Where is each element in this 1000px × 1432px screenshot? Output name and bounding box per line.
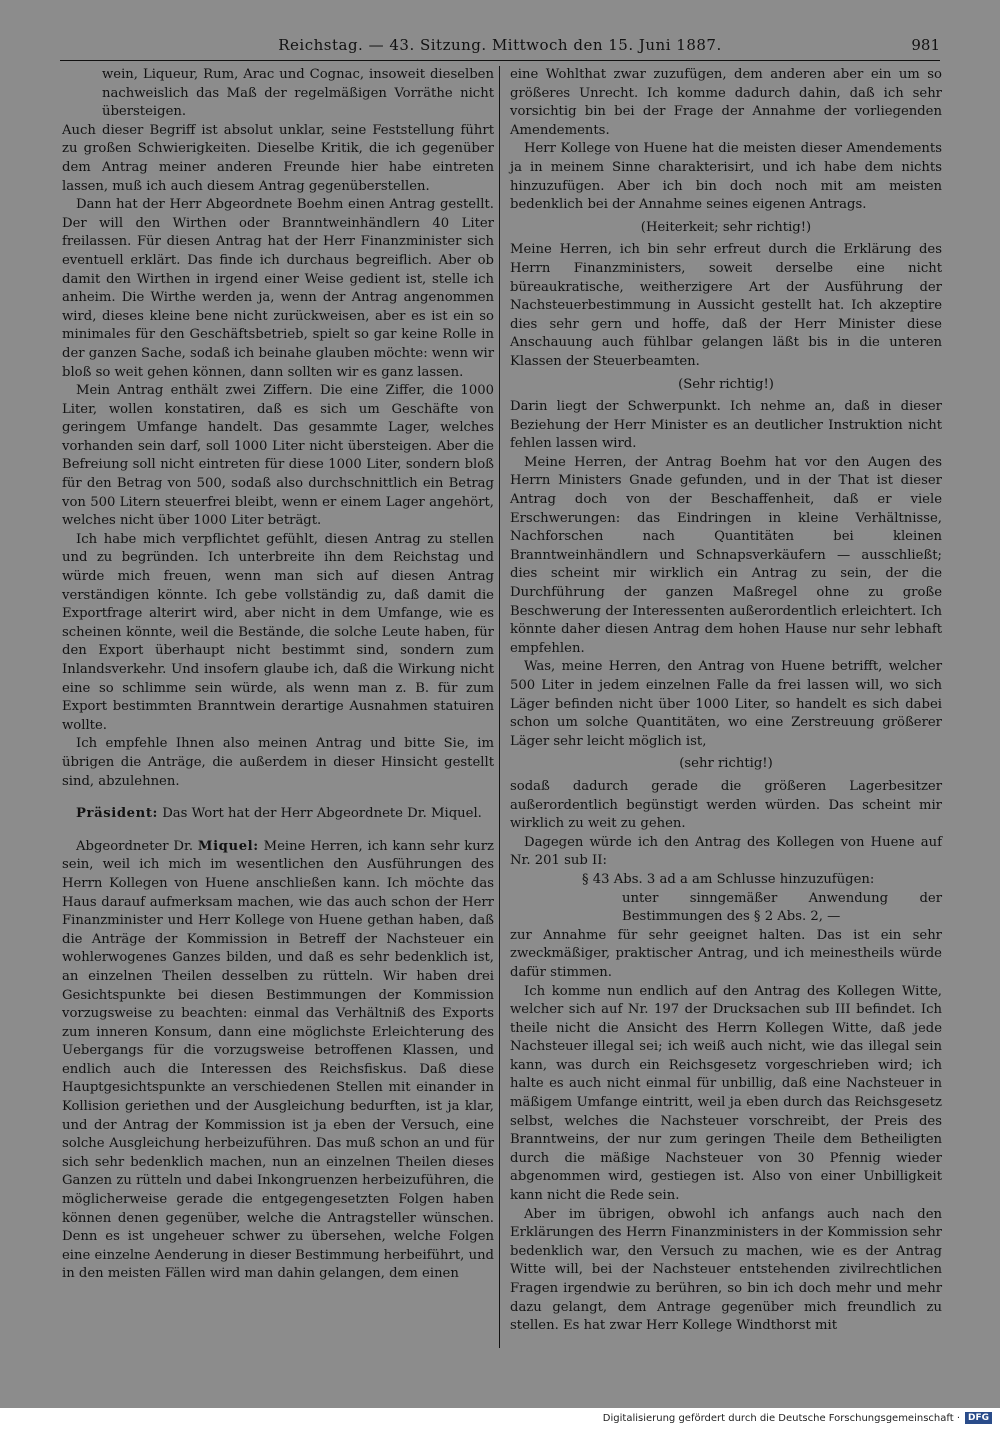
paragraph [510, 454, 942, 659]
paragraph-text: Aber im übrigen, obwohl ich anfangs auch nach den Erklärungen des Herrn Finanzministers in der Kommission sehr bedenklich war, den Versuch zu machen, wie es der Antrag Witte will, bei der Nachsteuer entstehenden zivilrechtlichen Fragen irgendwie zu berühren, so bin ich doch mehr und mehr dazu gelangt, dem Antrage gegenüber mich freundlich zu stellen. Es hat zwar Herr Kollege Windthorst mit [510, 1206, 942, 1334]
paragraph [510, 658, 942, 751]
paragraph-text: wein, Liqueur, Rum, Arac und Cognac, insoweit dieselben nachweislich das Maß der regelmäßigen Vorräthe nicht übersteigen. [102, 67, 494, 120]
paragraph-text: Herr Kollege von Huene hat die meisten dieser Amendements ja in meinem Sinne charakterisirt, und ich habe dem nichts hinzuzufügen. Aber ich bin doch noch mit am meisten bedenklich bei der Annahme seines eigenen Antrags. [510, 141, 942, 213]
right-column [510, 66, 942, 1336]
paragraph-text: Meine Herren, ich kann sehr kurz sein, weil ich mich im wesentlichen den Ausführungen des Herrn Kollegen von Huene anschließen kann. Ich möchte das Haus darauf aufmerksam machen, wie das auch schon der Herr Finanzminister und Herr Kollege von Huene gethan haben, daß die Anträge der Kommission in Betreff der Nachsteuer ein wohlerwogenes Ganzes bilden, und daß es sehr bedenklich ist, an einzelnen Theilen desselben zu rütteln. Wir haben drei Gesichtspunkte bei diesen Bestimmungen der Kommission vorzugsweise zu beachten: einmal das Verhältniß des Exports zum inneren Konsum, dann eine möglichste Erleichterung des Uebergangs für die vorzugsweise betroffenen Klassen, und endlich auch die Interessen des Reichsfiskus. Daß diese Hauptgesichtspunkte an verschiedenen Stellen mit einander in Kollision geriethen und der Ausgleichung bedurften, ist ja klar, und der Antrag der Kommission ist ja eben der Versuch, eine solche Ausgleichung herbeizuführen. Das muß schon an und für sich sehr bedenklich machen, nun an einzelnen Theilen dieses Ganzen zu rütteln und dabei Inkongruenzen herbeizuführen, die möglicherweise gerade die entgegengesetzten Folgen haben können denen gegenüber, welche die Antragsteller wünschen. Denn es ist ungeheuer schwer zu übersehen, welche Folgen eine einzelne Aenderung in dieser Bestimmung herbeiführt, und in den meisten Fällen wird man dahin gelangen, dem einen [62, 838, 494, 1282]
paragraph [62, 735, 494, 791]
paragraph [510, 241, 942, 371]
paragraph-text: (Heiterkeit; sehr richtig!) [640, 219, 812, 235]
paragraph [510, 890, 942, 927]
paragraph-text: Dann hat der Herr Abgeordnete Boehm einen Antrag gestellt. Der will den Wirthen oder Branntweinhändlern 40 Liter freilassen. Für diesen Antrag hat der Herr Finanzminister sich eventuell erklärt. Das finde ich durchaus begreiflich. Aber ob damit den Wirthen in irgend einer Weise gedient ist, stelle ich anheim. Die Wirthe werden ja, wenn der Antrag angenommen wird, dieses kleine bene nicht zurückweisen, aber es ist ein so minimales für den Geschäftsbetrieb, spielt so gar keine Rolle in der ganzen Sache, sodaß ich beinahe glauben möchte: wenn wir bloß so weit gehen können, dann sollten wir es ganz lassen. [62, 197, 494, 380]
header-rule [60, 60, 940, 61]
speaker-prefix: Abgeordneter Dr. [76, 838, 198, 854]
paragraph-text: eine Wohlthat zwar zuzufügen, dem anderen aber ein um so größeres Unrecht. Ich komme dadurch dahin, daß ich sehr vorsichtig bin bei der Frage der Annahme der vorliegenden Amendements. [510, 67, 942, 138]
paragraph [62, 66, 494, 122]
paragraph [510, 398, 942, 454]
paragraph [510, 1206, 942, 1336]
paragraph-text: Was, meine Herren, den Antrag von Huene betrifft, welcher 500 Liter in jedem einzelnen Falle da frei lassen will, wo sich Läger befinden nicht über 1000 Liter, so handelt es sich dabei schon um solche Quantitäten, wo eine Zerstreuung größerer Läger sehr leicht möglich ist, [510, 659, 942, 749]
paragraph [510, 871, 942, 890]
paragraph [62, 382, 494, 531]
paragraph [62, 531, 494, 736]
paragraph-text: Dagegen würde ich den Antrag des Kollegen von Huene auf Nr. 201 sub II: [510, 834, 942, 869]
paragraph [510, 376, 942, 395]
paragraph [510, 219, 942, 238]
paragraph-text: zur Annahme für sehr geeignet halten. Das ist ein sehr zweckmäßiger, praktischer Antrag, und ich meinestheils würde dafür stimmen. [510, 927, 942, 980]
speaker-name: Präsident: [76, 806, 159, 822]
paragraph-text: (Sehr richtig!) [678, 376, 774, 392]
dfg-logo: DFG [965, 1412, 992, 1424]
column-divider [499, 66, 500, 1348]
paragraph-text: Meine Herren, der Antrag Boehm hat vor den Augen des Herrn Ministers Gnade gefunden, und in der That ist dieser Antrag doch von der Beschaffenheit, daß er viele Erschwerungen: das Eindringen in kleine Verhältnisse, Nachforschen nach Quantitäten bei kleinen Branntweinhändlern und Schnapsverkäufern — ausschließt; dies scheint mir wirklich ein Antrag zu sein, der die Durchführung der ganzen Maßregel ohne zu große Beschwerung der Interessenten außerordentlich erleichtert. Ich könnte daher diesen Antrag dem hohen Hause nur sehr lebhaft empfehlen. [510, 454, 942, 656]
paragraph [510, 927, 942, 983]
paragraph-text: Ich empfehle Ihnen also meinen Antrag und bitte Sie, im übrigen die Anträge, die außerdem in dieser Hinsicht gestellt sind, abzulehnen. [62, 736, 494, 789]
paragraph [62, 838, 494, 1284]
paragraph [510, 778, 942, 834]
paragraph-text: (sehr richtig!) [679, 756, 773, 772]
footer-bar [0, 1408, 1000, 1432]
paragraph-text: Darin liegt der Schwerpunkt. Ich nehme an, daß in dieser Beziehung der Herr Minister es an deutlicher Instruktion nicht fehlen lassen wird. [510, 399, 942, 452]
paragraph-text: sodaß dadurch gerade die größeren Lagerbesitzer außerordentlich begünstigt werden würden. Das scheint mir wirklich zu weit zu gehen. [510, 778, 942, 832]
paragraph-text: Ich komme nun endlich auf den Antrag des Kollegen Witte, welcher sich auf Nr. 197 der Drucksachen sub III befindet. Ich theile nicht die Ansicht des Herrn Kollegen Witte, daß jede Nachsteuer illegal sei; ich weiß auch nicht, wie das illegal sein kann, was durch ein Reichsgesetz vorgeschrieben wird; ich halte es auch nicht einmal für unbillig, daß eine Nachsteuer in mäßigem Umfange eintritt, weil ja eben durch das Reichsgesetz selbst, welches die Nachsteuer vorschreibt, der Preis des Branntweins, der nur zum geringen Theile dem Betheiligten durch die mäßige Nachsteuer von 30 Pfennig wieder abgenommen wird, gestiegen ist. Also von einer Unbilligkeit kann nicht die Rede sein. [510, 983, 942, 1204]
paragraph-text: Das Wort hat der Herr Abgeordnete Dr. Miquel. [158, 806, 482, 822]
footer-credit: Digitalisierung gefördert durch die Deutsche Forschungsgemeinschaft · [602, 1413, 960, 1424]
paragraph-text: Meine Herren, ich bin sehr erfreut durch die Erklärung des Herrn Finanzministers, soweit derselbe eine nicht büreaukratische, weitherzigere Art der Ausführung der Nachsteuerbestimmung in Aussicht gestellt hat. Ich akzeptire dies sehr gern und hoffe, daß der Herr Minister diese Anschauung auch fühlbar gelangen läßt bis in die unteren Klassen der Steuerbeamten. [510, 242, 942, 369]
paragraph-text: Mein Antrag enthält zwei Ziffern. Die eine Ziffer, die 1000 Liter, wollen konstatiren, daß es sich um Geschäfte von geringem Umfange handelt. Das gesammte Lager, welches vorhanden sein darf, soll 1000 Liter nicht übersteigen. Aber die Befreiung soll nicht eintreten für diese 1000 Liter, sondern bloß für den Betrag von 500, sodaß also durchschnittlich ein Betrag von 500 Litern steuerfrei bleibt, wenn er einem Lager angehört, welches nicht über 1000 Liter beträgt. [62, 383, 494, 529]
paragraph-text: § 43 Abs. 3 ad a am Schlusse hinzuzufügen: [582, 871, 875, 887]
page-header [60, 36, 940, 58]
speaker-name: Miquel: [197, 838, 259, 854]
paragraph-text: Auch dieser Begriff ist absolut unklar, seine Feststellung führt zu großen Schwierigkeiten. Dieselbe Kritik, die ich gegenüber dem Antrag meiner anderen Freunde hier habe eintreten lassen, muß ich auch diesem Antrag gegenüberstellen. [62, 122, 494, 194]
paragraph [510, 140, 942, 214]
paragraph [62, 196, 494, 382]
left-column [62, 66, 494, 1284]
paragraph-text: unter sinngemäßer Anwendung der Bestimmungen des § 2 Abs. 2, — [622, 890, 942, 925]
paragraph [510, 66, 942, 140]
paragraph [510, 983, 942, 1206]
paragraph [510, 834, 942, 871]
paragraph [62, 805, 494, 824]
paragraph [510, 755, 942, 774]
page-number: 981 [911, 36, 940, 54]
paragraph [62, 122, 494, 196]
paragraph-text: Ich habe mich verpflichtet gefühlt, diesen Antrag zu stellen und zu begründen. Ich unterbreite ihn dem Reichstag und würde mich freuen, wenn man sich auf diesen Antrag verständigen könnte. Ich gebe vollständig zu, daß damit die Exportfrage alterirt wird, aber nicht in dem Umfange, wie es scheinen könnte, weil die Bestände, die solche Leute haben, für den Export überhaupt nicht bestimmt sind, sondern zum Inlandsverkehr. Und insofern glaube ich, daß die Wirkung nicht eine so schlimme sein würde, als wenn man z. B. für zum Export bestimmten Branntwein derartige Ausnahmen statuiren wollte. [62, 531, 494, 733]
running-title: Reichstag. — 43. Sitzung. Mittwoch den 15. Juni 1887. [278, 36, 722, 54]
